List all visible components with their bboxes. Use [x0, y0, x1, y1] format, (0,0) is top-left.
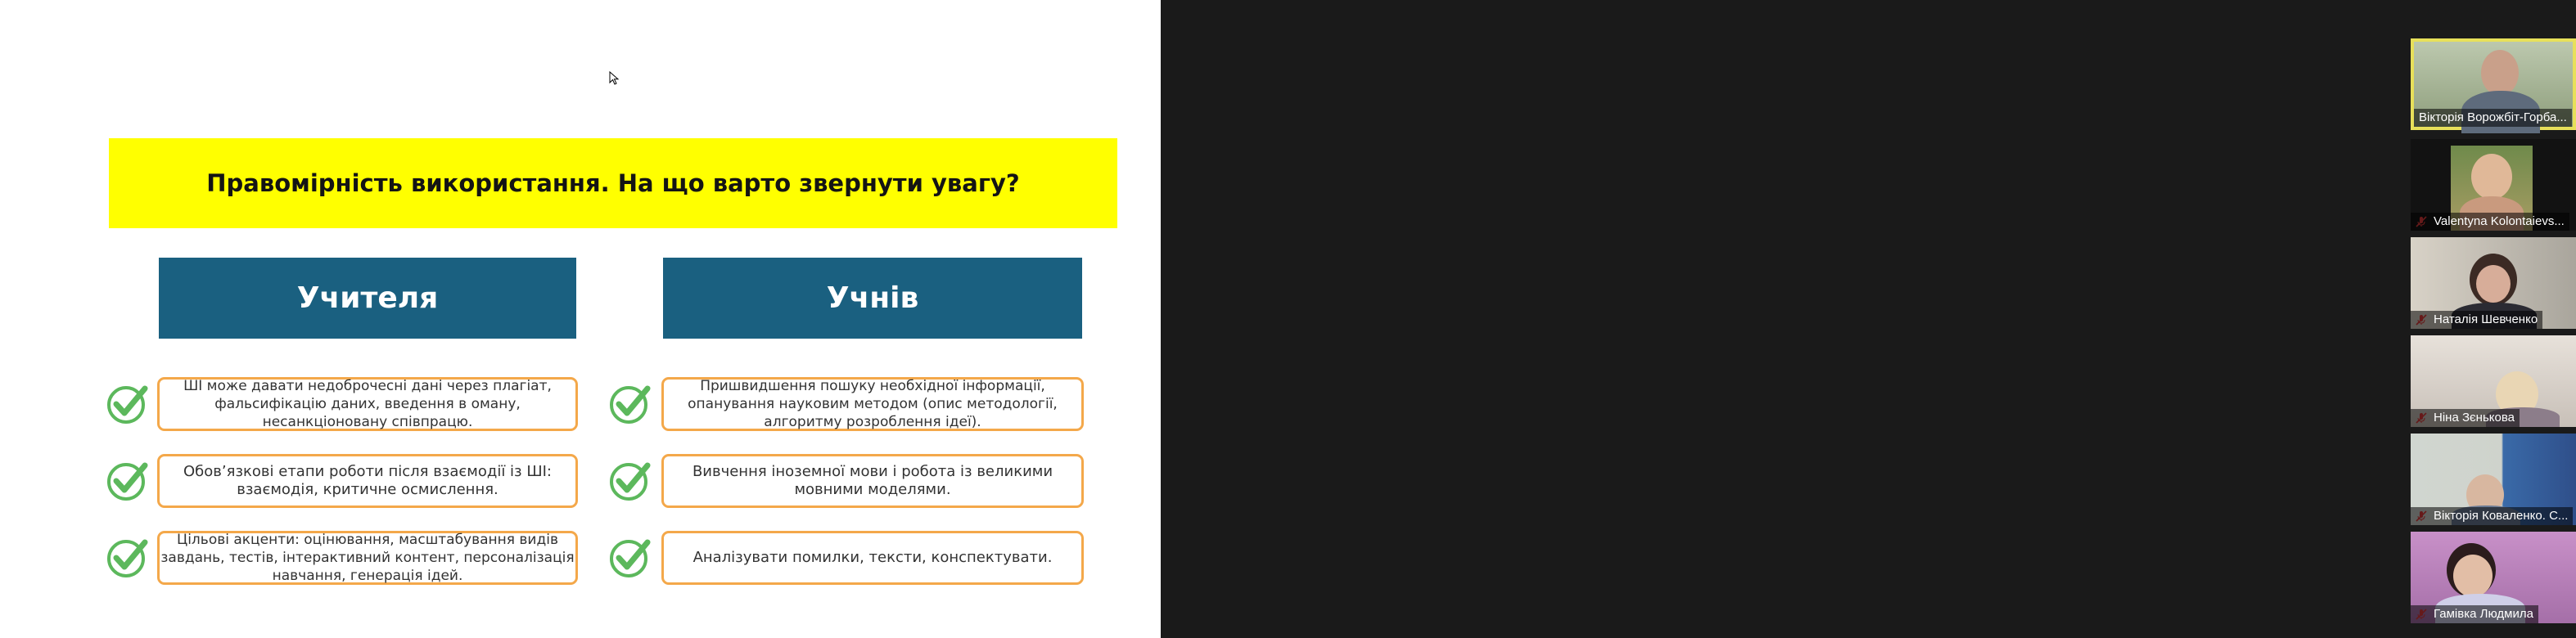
- item-text: Аналізувати помилки, тексти, конспектувати.: [692, 549, 1053, 566]
- participant-name: Вікторія Коваленко. С...: [2411, 507, 2573, 525]
- slide-title: Правомірність використання. На що варто звернути увагу?: [206, 169, 1020, 197]
- student-item-1: [661, 377, 1084, 431]
- shared-screen: [0, 0, 1161, 638]
- teacher-item-3: [157, 531, 578, 585]
- student-item-3: [661, 531, 1084, 585]
- column-header-label: Учнів: [826, 281, 919, 315]
- participant-tile-4[interactable]: [2411, 335, 2576, 427]
- participant-name: Ніна Зєнькова: [2411, 409, 2520, 427]
- participant-tile-2[interactable]: [2411, 139, 2576, 231]
- check-icon: [106, 382, 149, 425]
- participant-tile-5[interactable]: [2411, 434, 2576, 525]
- column-header-students: [663, 258, 1082, 339]
- column-header-label: Учителя: [296, 281, 439, 315]
- slide-title-banner: [109, 138, 1117, 228]
- item-text: Обов’язкові етапи роботи після взаємодії із ШІ: взаємодія, критичне осмислення.: [183, 463, 552, 498]
- column-header-teachers: [159, 258, 576, 339]
- teacher-item-1: [157, 377, 578, 431]
- participant-name: Гамівка Людмила: [2411, 605, 2538, 623]
- check-icon: [609, 536, 652, 578]
- check-icon: [106, 459, 149, 501]
- participant-tile-1[interactable]: [2411, 38, 2576, 130]
- item-text: ШІ може давати недоброчесні дані через плагіат, фальсифікацію даних, введення в оману, несанкціоновану співпрацю.: [183, 378, 552, 430]
- item-text: Пришвидшення пошуку необхідної інформації, опанування науковим методом (опис методології, алгоритму розроблення ідеї).: [688, 378, 1058, 430]
- participant-name: Вікторія Ворожбіт-Горба...: [2414, 109, 2572, 127]
- check-icon: [609, 459, 652, 501]
- check-icon: [106, 536, 149, 578]
- item-text: Вивчення іноземної мови і робота із великими мовними моделями.: [692, 463, 1053, 498]
- participant-name: Valentyna Kolontaievs...: [2411, 213, 2569, 231]
- check-icon: [609, 382, 652, 425]
- cursor-icon: [609, 71, 620, 86]
- teacher-item-2: [157, 454, 578, 508]
- participant-tile-6[interactable]: [2411, 532, 2576, 623]
- student-item-2: [661, 454, 1084, 508]
- participant-name: Наталія Шевченко: [2411, 311, 2542, 329]
- item-text: Цільові акценти: оцінювання, масштабування видів завдань, тестів, інтерактивний контент, персоналізація навчання, генерація ідей.: [160, 532, 575, 584]
- participant-tile-3[interactable]: [2411, 237, 2576, 329]
- participants-panel: [1161, 0, 2569, 638]
